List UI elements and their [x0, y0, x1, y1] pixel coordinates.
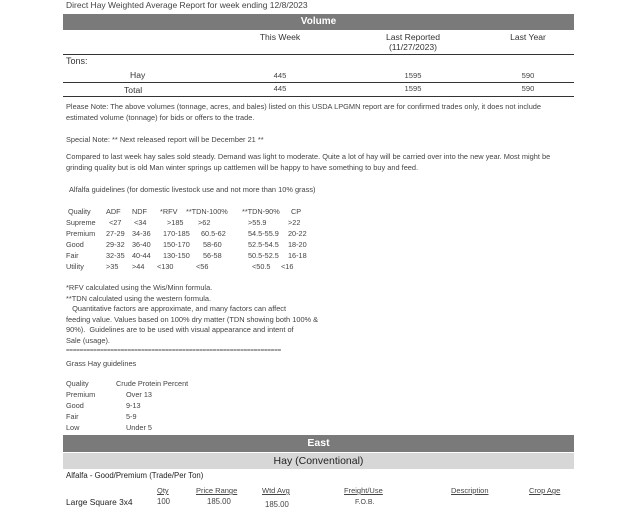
alfalfa-cell-tdn100: >62	[198, 218, 211, 227]
col-last-year: Last Year	[510, 32, 546, 42]
alfalfa-cell-tdn100: 58-60	[203, 240, 222, 249]
alfalfa-cell-cp: <16	[281, 262, 294, 271]
volume-row-rule	[63, 82, 574, 83]
alfalfa-header-tdn90: **TDN-90%	[242, 207, 280, 216]
col-qty: Qty	[157, 486, 169, 495]
alfalfa-cell-quality: Utility	[66, 262, 84, 271]
alfalfa-cell-ndf: >44	[132, 262, 145, 271]
alfalfa-cell-rfv: >185	[167, 218, 184, 227]
grass-header-cp: Crude Protein Percent	[116, 379, 189, 388]
col-wtd-avg: Wtd Avg	[262, 486, 290, 495]
grass-cell-cp: Over 13	[126, 390, 152, 399]
grass-cell-quality: Good	[66, 401, 84, 410]
volume-total-label: Total	[124, 85, 143, 95]
volume-section-bar	[63, 14, 574, 30]
report-title: Direct Hay Weighted Average Report for week ending 12/8/2023	[66, 0, 308, 10]
alfalfa-footnote: **TDN calculated using the western formula.	[66, 294, 212, 303]
alfalfa-header-adf: ADF	[106, 207, 121, 216]
category-bar	[63, 453, 574, 469]
alfalfa-header-cp: CP	[291, 207, 302, 216]
volume-total-last-reported: 1595	[404, 84, 422, 93]
grass-cell-cp: 9-13	[126, 401, 141, 410]
region-bar	[63, 435, 574, 452]
alfalfa-cell-tdn90: >55.9	[248, 218, 267, 227]
alfalfa-footnote: Sale (usage).	[66, 336, 110, 345]
volume-total-last-year: 590	[521, 84, 535, 93]
alfalfa-header-tdn100: **TDN-100%	[186, 207, 228, 216]
alfalfa-cell-tdn90: <50.5	[252, 262, 271, 271]
price-row-range: 185.00	[207, 497, 231, 506]
alfalfa-footnote: feeding value. Values based on 100% dry matter (TDN showing both 100% &	[66, 315, 319, 324]
grass-cell-quality: Low	[66, 423, 80, 432]
alfalfa-cell-adf: 32-35	[106, 251, 125, 260]
volume-total-rule	[63, 96, 574, 97]
alfalfa-cell-tdn100: 60.5-62	[201, 229, 226, 238]
col-description: Description	[451, 486, 489, 495]
subcategory-title: Alfalfa - Good/Premium (Trade/Per Ton)	[66, 471, 204, 480]
alfalfa-cell-ndf: 34-36	[132, 229, 151, 238]
alfalfa-footnote: 90%). Guidelines are to be used with visual appearance and intent of	[66, 325, 294, 334]
alfalfa-cell-rfv: <130	[157, 262, 174, 271]
alfalfa-cell-quality: Fair	[66, 251, 79, 260]
volume-header-rule	[63, 54, 574, 55]
alfalfa-cell-quality: Good	[66, 240, 84, 249]
alfalfa-cell-quality: Supreme	[66, 218, 96, 227]
alfalfa-header-rfv: *RFV	[160, 207, 178, 216]
alfalfa-cell-cp: 20-22	[288, 229, 307, 238]
alfalfa-footnote: Quantitative factors are approximate, and many factors can affect	[66, 304, 287, 313]
col-last-reported-date: (11/27/2023)	[388, 42, 438, 52]
price-row-wtd-avg: 185.00	[265, 500, 289, 509]
alfalfa-cell-adf: <27	[109, 218, 122, 227]
alfalfa-cell-cp: 18-20	[288, 240, 307, 249]
alfalfa-guidelines-title: Alfalfa guidelines (for domestic livestock use and not more than 10% grass)	[69, 185, 316, 194]
category-name: Hay (Conventional)	[273, 455, 364, 467]
col-crop-age: Crop Age	[529, 486, 561, 495]
col-price-range: Price Range	[196, 486, 238, 495]
col-freight-use: Freight/Use	[344, 486, 383, 495]
alfalfa-cell-adf: 27-29	[106, 229, 125, 238]
volume-this-week: 445	[273, 71, 287, 80]
col-last-reported: Last Reported	[386, 32, 440, 42]
alfalfa-cell-tdn100: <56	[196, 262, 209, 271]
volume-last-year: 590	[521, 71, 535, 80]
alfalfa-header-ndf: NDF	[132, 207, 147, 216]
price-row-freight: F.O.B.	[355, 499, 375, 506]
alfalfa-cell-quality: Premium	[66, 229, 96, 238]
grass-header-quality: Quality	[66, 379, 89, 388]
alfalfa-cell-cp: >22	[288, 218, 301, 227]
grass-cell-quality: Premium	[66, 390, 96, 399]
tons-label: Tons:	[66, 56, 88, 66]
region-name: East	[307, 437, 330, 449]
price-row-qty: 100	[157, 497, 171, 506]
alfalfa-cell-ndf: <34	[134, 218, 147, 227]
alfalfa-cell-rfv: 150-170	[163, 240, 190, 249]
volume-last-reported: 1595	[404, 71, 422, 80]
market-comment: Compared to last week hay sales sold steady. Demand was light to moderate. Quite a lot of hay will be carried over into the new year. Most might be grinding quality but is old Man winter springs up cattlemen will be happy to have something to buy and feed.	[66, 152, 551, 172]
alfalfa-cell-tdn90: 50.5-52.5	[248, 251, 279, 260]
alfalfa-cell-tdn90: 52.5-54.5	[248, 240, 279, 249]
volume-row-label: Hay	[130, 70, 146, 80]
col-this-week: This Week	[259, 32, 301, 42]
alfalfa-cell-adf: >35	[106, 262, 119, 271]
alfalfa-header-quality: Quality	[68, 207, 91, 216]
special-note: Special Note: ** Next released report will be December 21 **	[66, 135, 264, 144]
grass-guidelines-title: Grass Hay guidelines	[66, 359, 137, 368]
volume-section-title: Volume	[300, 16, 337, 27]
grass-cell-cp: Under 5	[126, 423, 152, 432]
volume-total-this-week: 445	[273, 84, 287, 93]
grass-cell-cp: 5-9	[126, 412, 137, 421]
alfalfa-cell-tdn90: 54.5-55.9	[248, 229, 279, 238]
alfalfa-cell-rfv: 130-150	[163, 251, 190, 260]
alfalfa-cell-adf: 29-32	[106, 240, 125, 249]
volume-note: Please Note: The above volumes (tonnage, acres, and bales) listed on this USDA LPGMN report are for confirmed trades only, it does not include estimated volume (tonnage) for bids or offers to the trade.	[66, 102, 542, 122]
alfalfa-cell-cp: 16-18	[288, 251, 307, 260]
grass-cell-quality: Fair	[66, 412, 79, 421]
alfalfa-cell-tdn100: 56-58	[203, 251, 222, 260]
alfalfa-cell-ndf: 40-44	[132, 251, 151, 260]
separator-line: ===============================================================	[66, 347, 282, 354]
alfalfa-cell-ndf: 36-40	[132, 240, 151, 249]
price-row-type: Large Square 3x4	[66, 497, 133, 507]
alfalfa-footnote: *RFV calculated using the Wis/Minn formula.	[66, 283, 213, 292]
alfalfa-cell-rfv: 170-185	[163, 229, 190, 238]
